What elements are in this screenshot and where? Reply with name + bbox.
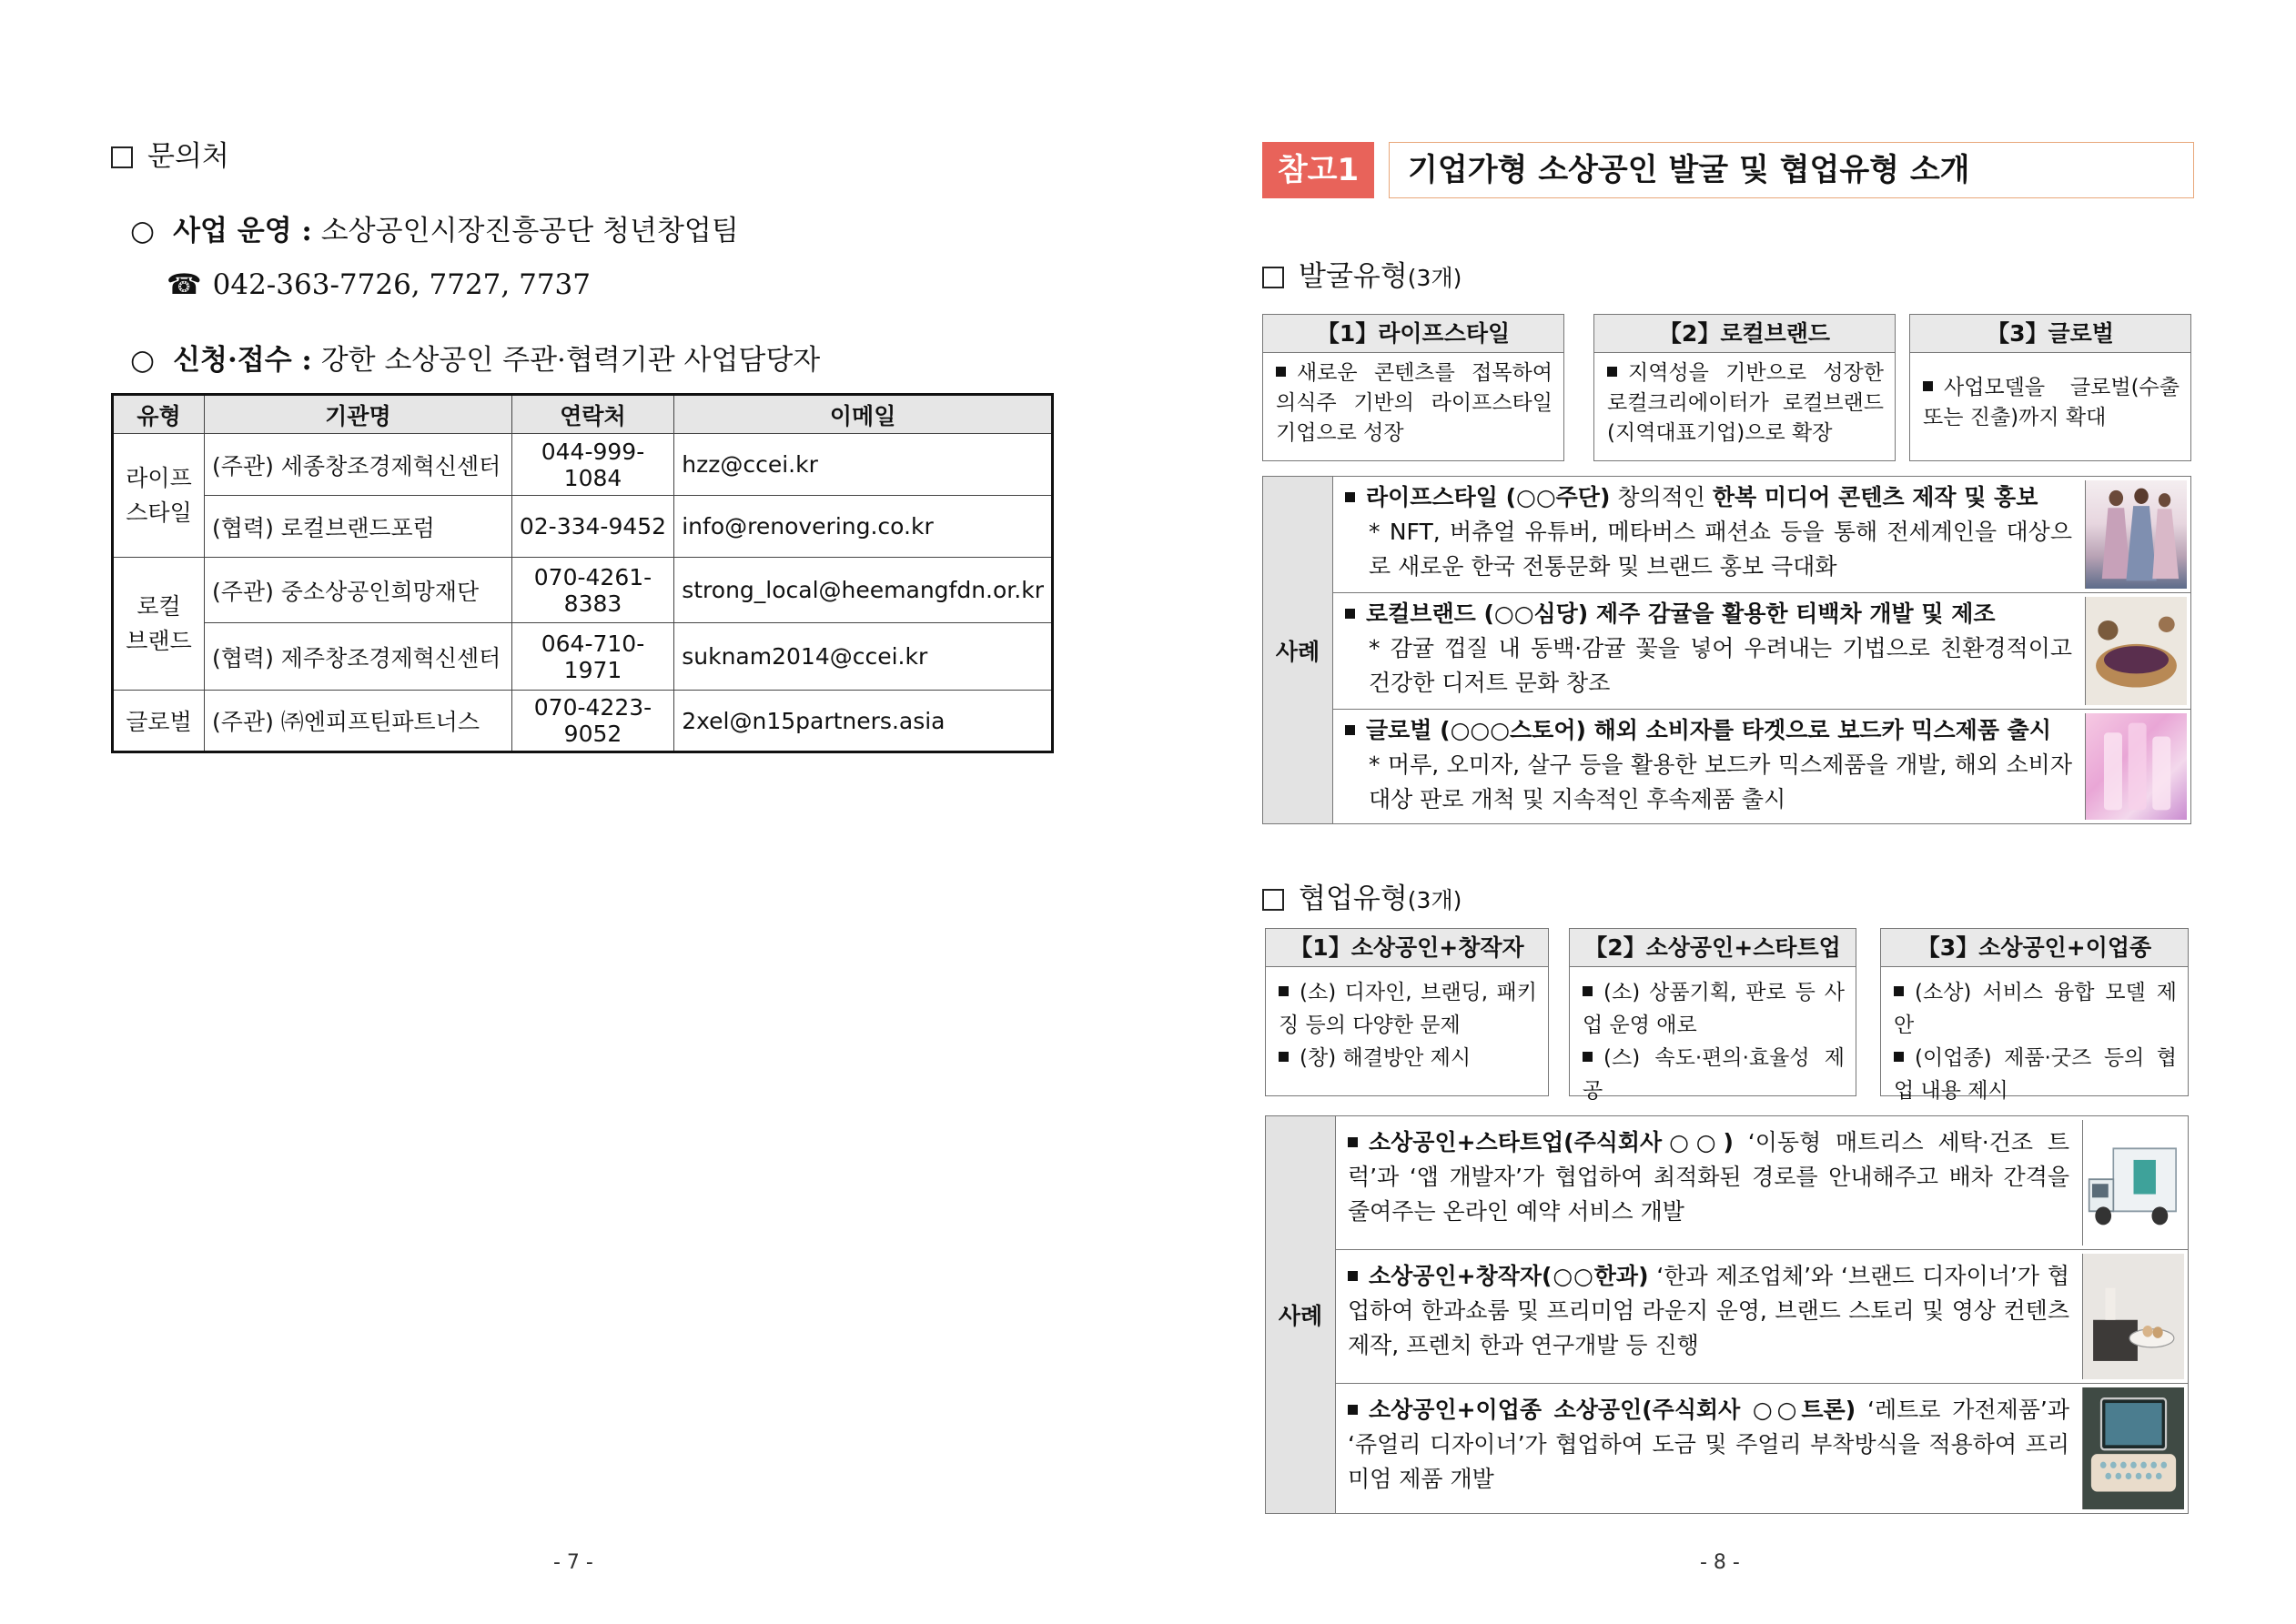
checkbox-square-icon xyxy=(111,146,133,168)
card-body: 지역성을 기반으로 성장한 로컬크리에이터가 로컬브랜드 (지역대표기업)으로 확장 xyxy=(1607,361,1884,445)
square-bullet-icon xyxy=(1345,725,1355,735)
table-header: 이메일 xyxy=(674,395,1053,434)
discover-type-card xyxy=(1262,314,1564,461)
org-cell: (주관) 중소상공인희망재단 xyxy=(205,558,512,623)
retro-keyboard-photo xyxy=(2082,1387,2184,1509)
square-bullet-icon xyxy=(1923,381,1933,391)
square-bullet-icon xyxy=(1276,367,1286,377)
phone-cell: 064-710-1971 xyxy=(511,623,674,691)
table-header-row xyxy=(113,395,1053,434)
case-row xyxy=(1332,477,2190,593)
table-row xyxy=(113,623,1053,691)
card-body: 사업모델을 글로벌(수출 또는 진출)까지 확대 xyxy=(1923,376,2180,429)
hanbok-photo xyxy=(2085,480,2187,589)
case-label: 사례 xyxy=(1266,1116,1336,1513)
card-head: 【3】소상공인+이업종 xyxy=(1881,929,2188,967)
square-bullet-icon xyxy=(1345,609,1355,619)
collab-case-block xyxy=(1265,1115,2189,1514)
square-bullet-icon xyxy=(1348,1405,1358,1415)
discover-type-card xyxy=(1909,314,2191,461)
contact-table xyxy=(111,393,1054,753)
table-row xyxy=(113,691,1053,752)
table-row xyxy=(113,434,1053,496)
table-header: 연락처 xyxy=(511,395,674,434)
case-text: 소상공인+이업종 소상공인(주식회사 ○○트론) ‘레트로 가전제품’과 ‘쥬얼리 디자이너’가 협업하여 도금 및 주얼리 부착방식을 적용하여 프리미엄 제품 개발 xyxy=(1348,1397,2069,1492)
type-cell: 로컬 브랜드 xyxy=(113,558,205,691)
square-bullet-icon xyxy=(1607,367,1617,377)
phone-line: ☎ 042-363-7726, 7727, 7737 xyxy=(167,268,592,301)
org-cell: (주관) 세종창조경제혁신센터 xyxy=(205,434,512,496)
keyboard-tablet-icon xyxy=(2083,1387,2184,1509)
phone-cell: 044-999-1084 xyxy=(511,434,674,496)
checkbox-square-icon xyxy=(1262,889,1284,911)
case-row xyxy=(1332,593,2190,710)
discover-type-card xyxy=(1593,314,1896,461)
email-cell: strong_local@heemangfdn.or.kr xyxy=(674,558,1053,623)
table-header: 유형 xyxy=(113,395,205,434)
phone-cell: 02-334-9452 xyxy=(511,496,674,558)
table-row xyxy=(113,496,1053,558)
discover-case-block xyxy=(1262,476,2191,824)
type-cell: 글로벌 xyxy=(113,691,205,752)
card-head: 【1】라이프스타일 xyxy=(1263,315,1563,353)
phone-cell: 070-4261-8383 xyxy=(511,558,674,623)
card-body: 새로운 콘텐츠를 접목하여 의식주 기반의 라이프스타일 기업으로 성장 xyxy=(1276,361,1553,445)
collab-type-card xyxy=(1265,928,1549,1096)
page-number-right: - 8 - xyxy=(1700,1551,1740,1574)
square-bullet-icon xyxy=(1583,1052,1593,1062)
circle-bullet-icon: ○ xyxy=(130,344,156,377)
case-row xyxy=(1335,1116,2188,1250)
email-cell: hzz@ccei.kr xyxy=(674,434,1053,496)
email-cell: info@renovering.co.kr xyxy=(674,496,1053,558)
case-text: 소상공인+창작자(○○한과) ‘한과 제조업체’와 ‘브랜드 디자이너’가 협업하여 한과쇼룸 및 프리미엄 라운지 운영, 브랜드 스토리 및 영상 컨텐츠 제작, 프렌치 한과 연구개발 등 진행 xyxy=(1348,1263,2069,1358)
email-cell: 2xel@n15partners.asia xyxy=(674,691,1053,752)
case-row xyxy=(1335,1250,2188,1384)
card-head: 【2】로컬브랜드 xyxy=(1594,315,1895,353)
circle-bullet-icon: ○ xyxy=(130,215,156,247)
hangwa-photo xyxy=(2082,1254,2184,1379)
table-header: 기관명 xyxy=(205,395,512,434)
dessert-plate-icon xyxy=(2083,1254,2184,1379)
case-text: 소상공인+스타트업(주식회사○○) ‘이동형 매트리스 세탁·건조 트럭’과 ‘앱 개발자’가 협업하여 최적화된 경로를 안내해주고 배차 간격을 줄여주는 온라인 예약 서비스 개발 xyxy=(1348,1129,2069,1225)
discover-heading: 발굴유형(3개) xyxy=(1262,253,1462,294)
square-bullet-icon xyxy=(1348,1137,1358,1147)
square-bullet-icon xyxy=(1894,1052,1904,1062)
case-label: 사례 xyxy=(1263,477,1333,823)
collab-heading: 협업유형(3개) xyxy=(1262,875,1462,916)
square-bullet-icon xyxy=(1894,986,1904,996)
collab-type-card xyxy=(1880,928,2189,1103)
tea-photo xyxy=(2085,597,2187,705)
truck-icon xyxy=(2083,1120,2184,1246)
org-cell: (협력) 로컬브랜드포럼 xyxy=(205,496,512,558)
square-bullet-icon xyxy=(1348,1271,1358,1281)
square-bullet-icon xyxy=(1279,986,1289,996)
table-row xyxy=(113,558,1053,623)
org-cell: (주관) ㈜엔피프틴파트너스 xyxy=(205,691,512,752)
bottles-icon xyxy=(2086,713,2187,820)
operation-line: ○ 사업 운영 : 소상공인시장진흥공단 청년창업팀 xyxy=(130,215,739,247)
square-bullet-icon xyxy=(1583,986,1593,996)
card-head: 【3】글로벌 xyxy=(1910,315,2190,353)
page-number-left: - 7 - xyxy=(553,1551,593,1574)
hanbok-figures-icon xyxy=(2086,480,2187,589)
case-text: 글로벌 (○○○스토어) 해외 소비자를 타겟으로 보드카 믹스제품 출시 * 머루, 오미자, 살구 등을 활용한 보드카 믹스제품을 개발, 해외 소비자 대상 판로 개척 및 지속적인 후속제품 출시 xyxy=(1345,713,2072,817)
case-text: 로컬브랜드 (○○심당) 제주 감귤을 활용한 티백차 개발 및 제조 * 감귤 껍질 내 동백·감귤 꽃을 넣어 우려내는 기법으로 친환경적이고 건강한 디저트 문화 창조 xyxy=(1345,597,2072,701)
org-cell: (협력) 제주창조경제혁신센터 xyxy=(205,623,512,691)
reference-badge: 참고1 xyxy=(1262,142,1374,198)
case-text: 라이프스타일 (○○주단) 창의적인 한복 미디어 콘텐츠 제작 및 홍보 * NFT, 버츄얼 유튜버, 메타버스 패션쇼 등을 통해 전세계인을 대상으로 새로운 한국 전통문화 및 브랜드 홍보 극대화 xyxy=(1345,480,2072,584)
apply-line: ○ 신청·접수 : 강한 소상공인 주관·협력기관 사업담당자 xyxy=(130,344,821,377)
phone-icon: ☎ xyxy=(167,268,202,301)
email-cell: suknam2014@ccei.kr xyxy=(674,623,1053,691)
truck-photo xyxy=(2082,1120,2184,1246)
case-row xyxy=(1335,1384,2188,1513)
reference-title: 기업가형 소상공인 발굴 및 협업유형 소개 xyxy=(1389,142,2194,198)
contact-heading: 문의처 xyxy=(111,133,229,174)
square-bullet-icon xyxy=(1345,492,1355,502)
vodka-mix-photo xyxy=(2085,713,2187,820)
phone-cell: 070-4223-9052 xyxy=(511,691,674,752)
type-cell: 라이프 스타일 xyxy=(113,434,205,558)
checkbox-square-icon xyxy=(1262,267,1284,288)
tea-bowl-icon xyxy=(2086,597,2187,705)
card-body: (소) 상품기획, 판로 등 사업 운영 애로 (스) 속도·편의·효율성 제공 xyxy=(1583,981,1845,1103)
card-body: (소상) 서비스 융합 모델 제안 (이업종) 제품·굿즈 등의 협업 내용 제시 xyxy=(1894,981,2177,1103)
case-row xyxy=(1332,710,2190,823)
square-bullet-icon xyxy=(1279,1052,1289,1062)
collab-type-card xyxy=(1569,928,1856,1103)
card-body: (소) 디자인, 브랜딩, 패키징 등의 다양한 문제 (창) 해결방안 제시 xyxy=(1279,981,1537,1070)
card-head: 【2】소상공인+스타트업 xyxy=(1570,929,1856,967)
card-head: 【1】소상공인+창작자 xyxy=(1266,929,1548,967)
